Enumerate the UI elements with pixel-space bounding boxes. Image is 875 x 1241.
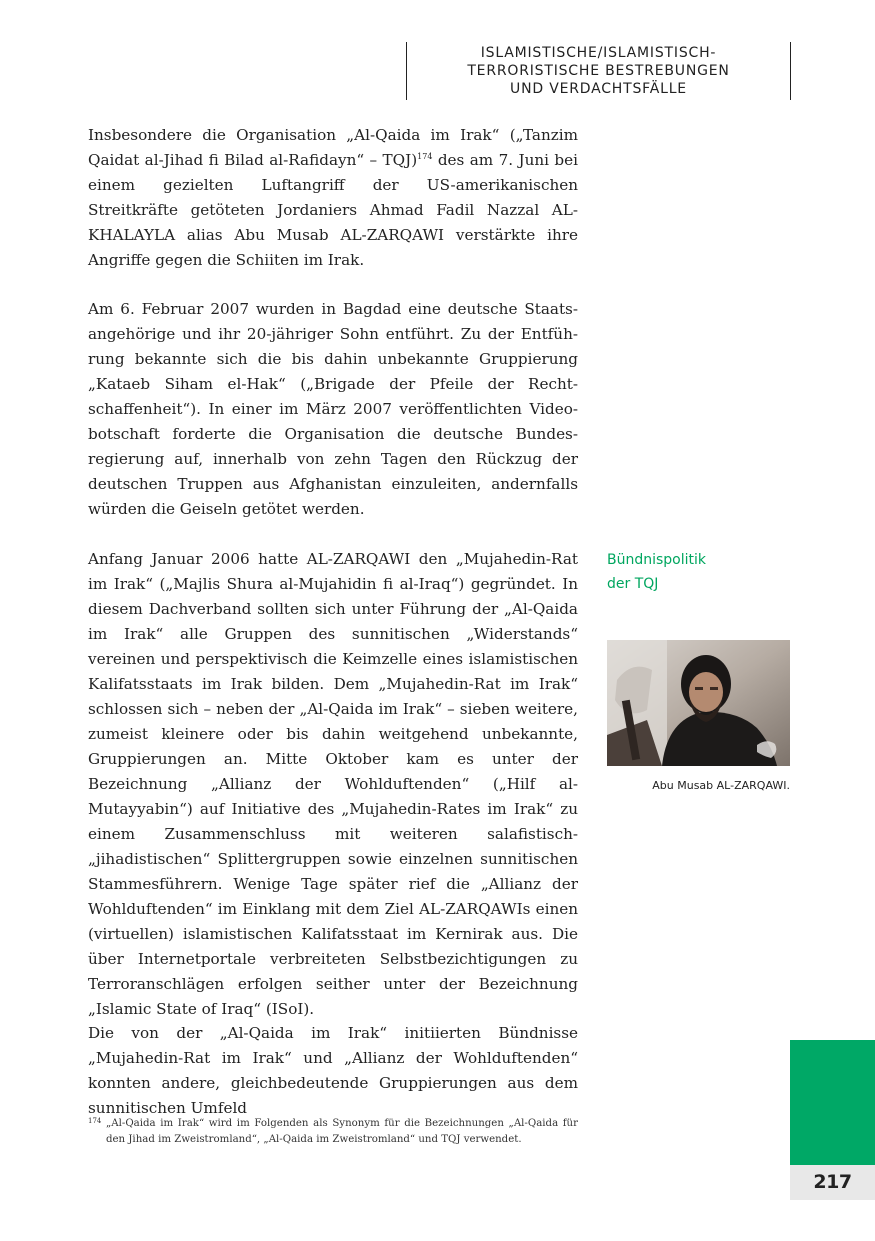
paragraph-4-text: Die von der „Al-Qaida im Irak“ initiierten Bündnisse „Mujahedin-Rat im Irak“ und „Allianz der Wohlduftenden“ konnten andere, gleichbedeutende Gruppierungen aus dem sunnitischen Umfeld — [88, 1024, 578, 1117]
margin-heading-line-2: der TQJ — [607, 576, 659, 592]
section-color-tab — [790, 1040, 875, 1165]
portrait-photo — [607, 640, 790, 766]
paragraph-1-end: des am 7. Juni bei einem gezielten Luftangriff der US-amerikanischen Streitkräfte getöteten Jordaniers Ahmad Fadil Nazzal AL-KHALAYLA alias Abu Musab AL-ZARQAWI verstärkte ihre Angriffe gegen die Schiiten im Irak. — [88, 151, 578, 269]
paragraph-3 — [88, 547, 578, 1022]
paragraph-2-text: Am 6. Februar 2007 wurden in Bagdad eine deutsche Staatsangehörige und ihr 20-jähriger Sohn entführt. Zu der Entführung bekannte sich die bis dahin unbekannte Gruppierung „Kataeb Siham el-Hak“ („Brigade der Pfeile der Rechtschaffenheit“). In einer im März 2007 veröffentlichten Videobotschaft forderte die Organisation die deutsche Bundesregierung auf, innerhalb von zehn Tagen den Rückzug der deutschen Truppen aus Afghanistan einzuleiten, andernfalls würden die Geiseln getötet werden. — [88, 300, 578, 518]
margin-heading — [607, 548, 787, 596]
header-line-2: TERRORISTISCHE BESTREBUNGEN — [467, 63, 730, 79]
paragraph-4 — [88, 1021, 578, 1121]
footnote — [88, 1116, 578, 1147]
header-line-3: UND VERDACHTSFÄLLE — [510, 81, 687, 97]
footnote-reference[interactable]: 174 — [417, 152, 433, 161]
header-rule-right — [790, 42, 791, 100]
paragraph-1 — [88, 123, 578, 273]
footnote-text: „Al-Qaida im Irak“ wird im Folgenden als Synonym für die Bezeichnungen „Al-Qaida für den Jihad im Zweistromland“, „Al-Qaida im Zweistromland“ und TQJ verwendet. — [106, 1118, 578, 1145]
photo-caption: Abu Musab AL-ZARQAWI. — [652, 779, 790, 792]
paragraph-1-start: Insbesondere die Organisation „Al-Qaida im Irak“ („Tanzim Qaidat al-Jihad fi Bilad al-Rafidayn“ – TQJ) — [88, 126, 578, 169]
header-line-1: ISLAMISTISCHE/ISLAMISTISCH- — [480, 45, 717, 61]
page-number: 217 — [790, 1165, 875, 1200]
margin-heading-line-1: Bündnispolitik — [607, 552, 707, 568]
running-header — [407, 44, 790, 98]
footnote-number: 174 — [88, 1117, 102, 1125]
paragraph-2 — [88, 297, 578, 522]
paragraph-3-text: Anfang Januar 2006 hatte AL-ZARQAWI den „Mujahedin-Rat im Irak“ („Majlis Shura al-Mujahidin fi al-Iraq“) gegründet. In diesem Dachverband sollten sich unter Führung der „Al-Qaida im Irak“ alle Gruppen des sunnitischen „Widerstands“ vereinen und perspektivisch die Keimzelle eines islamistischen Kalifatsstaats im Irak bilden. Dem „Mujahedin-Rat im Irak“ schlossen sich – neben der „Al-Qaida im Irak“ – sieben weitere, zumeist kleinere oder bis dahin weitgehend unbekannte, Gruppierungen an. Mitte Oktober kam es unter der Bezeichnung „Allianz der Wohlduftenden“ („Hilf al-Mutayyabin“) auf Initiative des „Mujahedin-Rates im Irak“ zu einem Zusammenschluss mit weiteren salafistisch-„jihadistischen“ Splittergruppen sowie einzelnen sunnitischen Stammesführern. Wenige Tage später rief die „Allianz der Wohlduftenden“ im Einklang mit dem Ziel AL-ZARQAWIs einen (virtuellen) islamistischen Kalifatsstaat im Kernirak aus. Die über Internetportale verbreiteten Selbstbezichtigungen zu Terroranschlägen erfolgen seither unter der Bezeichnung „Islamic State of Iraq“ (ISoI). — [88, 550, 578, 1018]
portrait-photo-icon — [607, 640, 790, 766]
